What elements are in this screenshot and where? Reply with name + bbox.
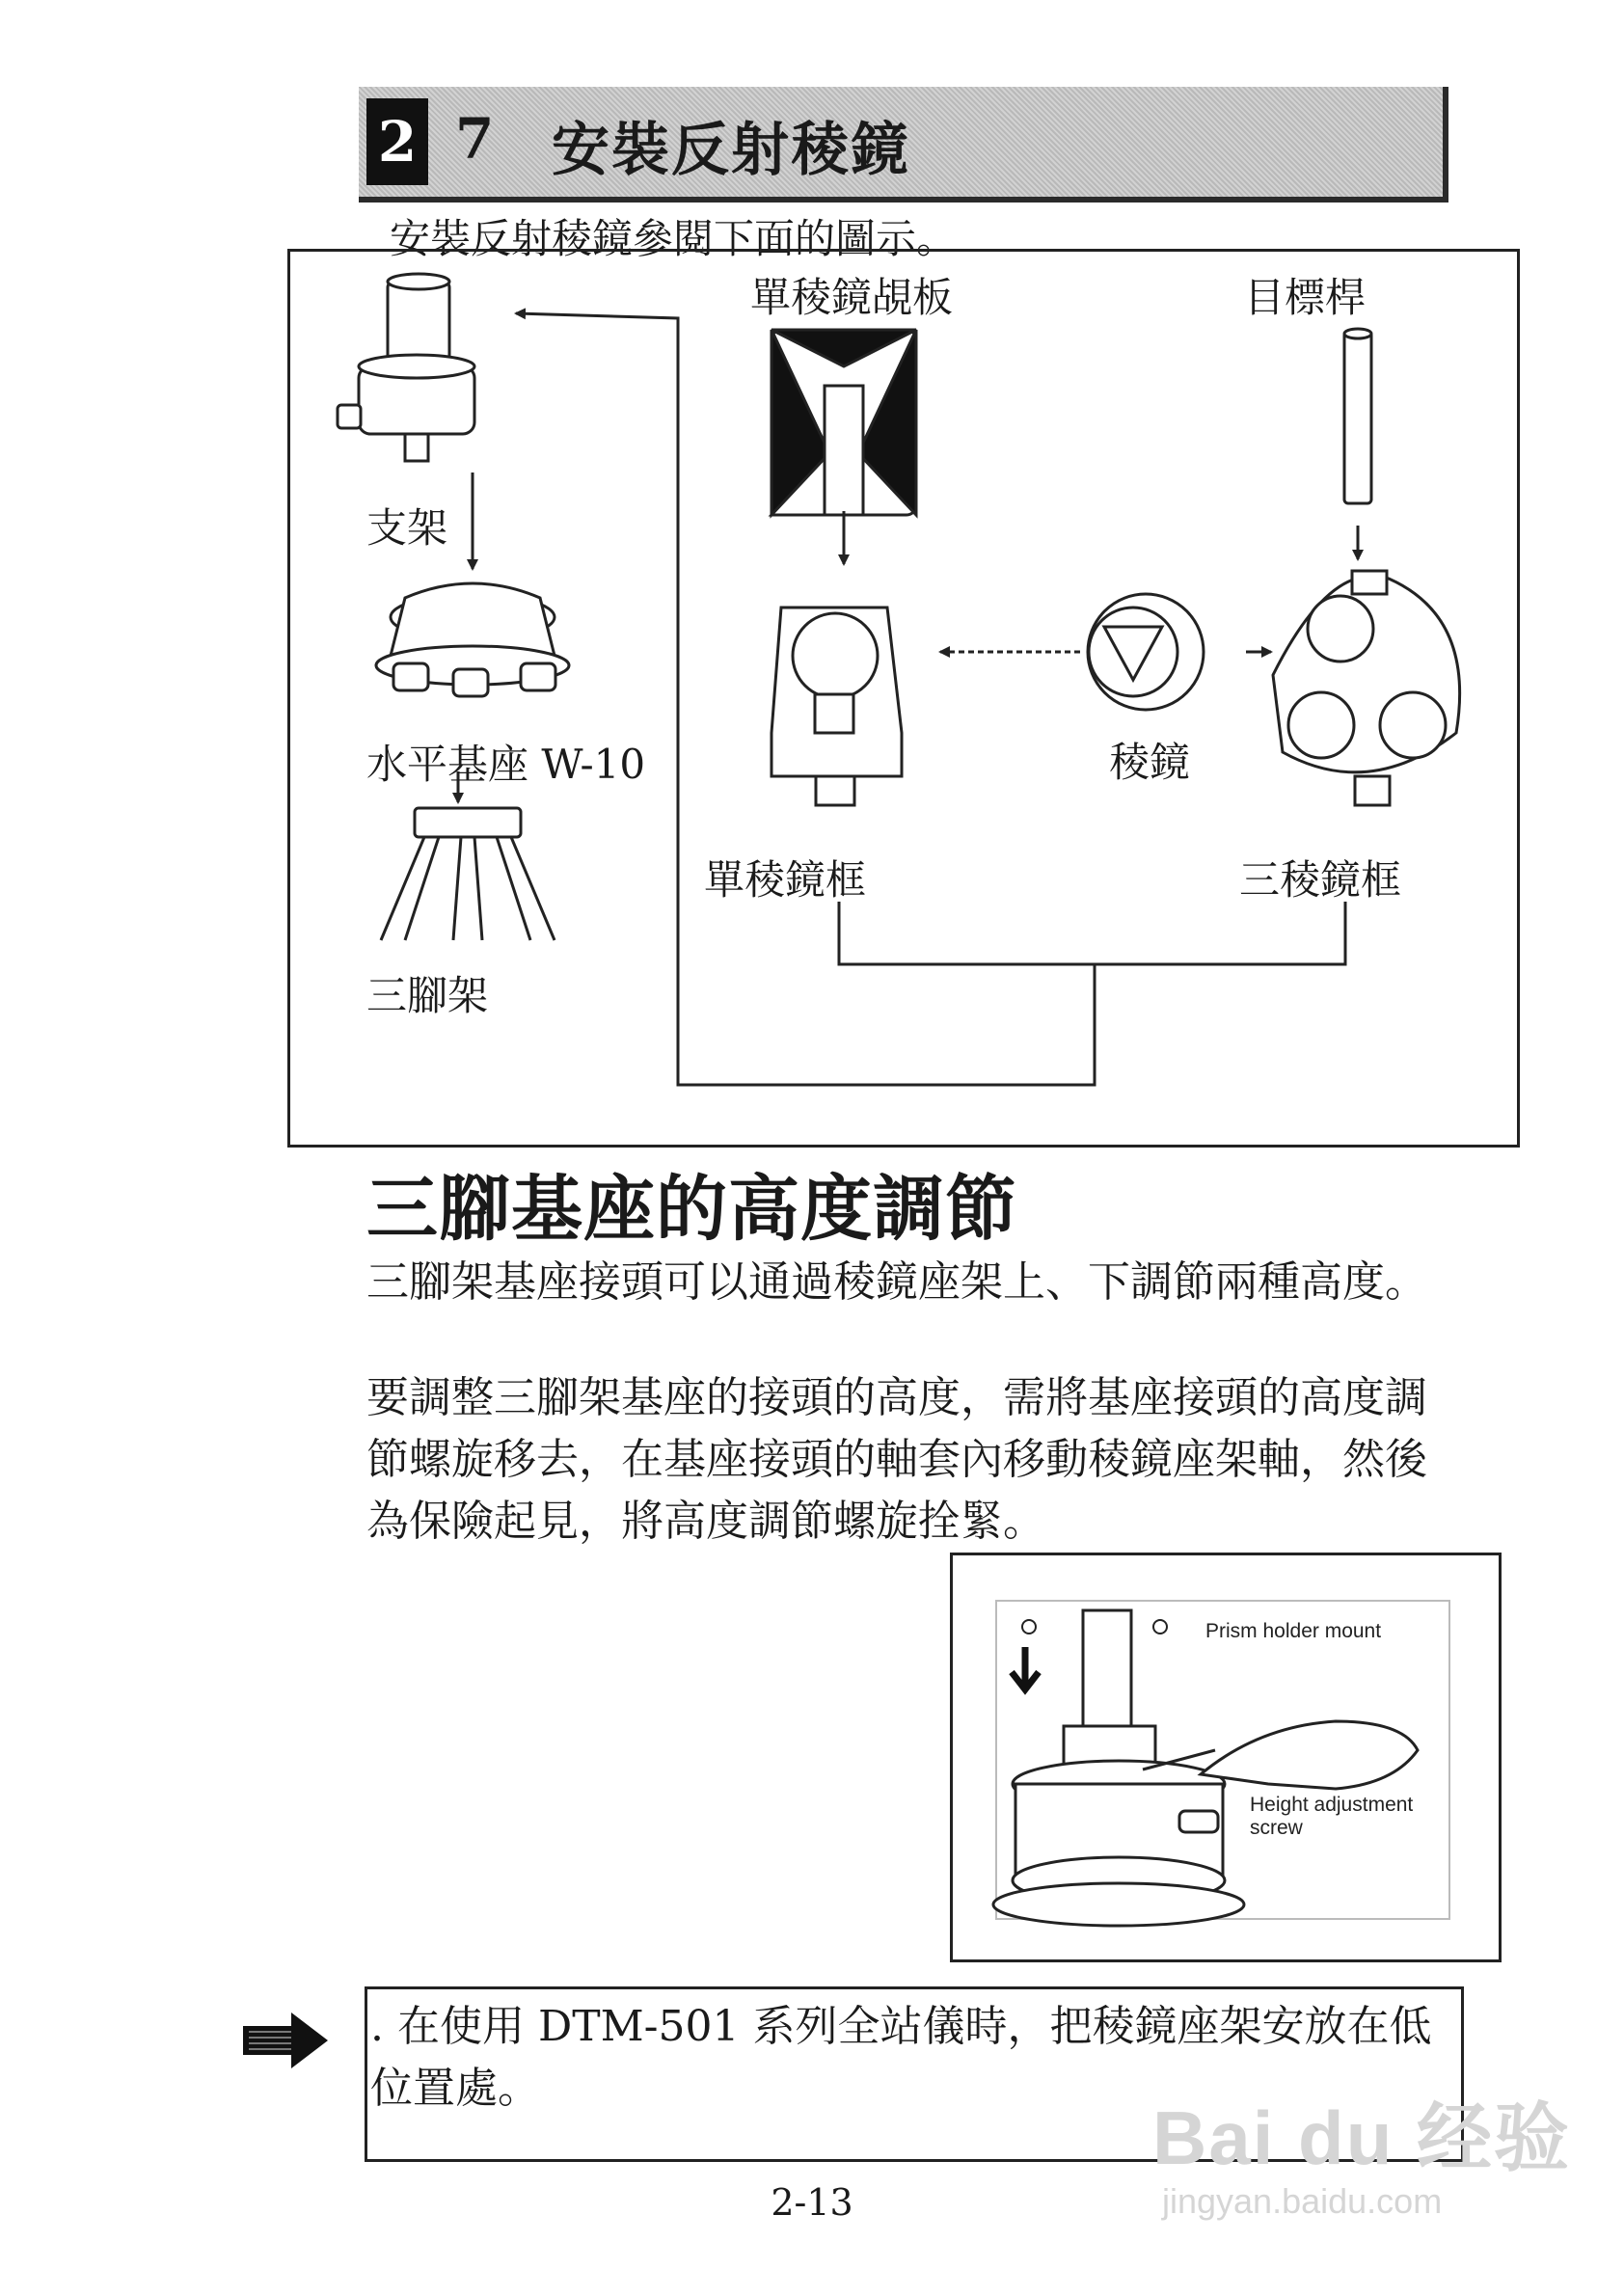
prism-target-plate-drawing [771,330,916,515]
note-text: . 在使用 DTM-501 系列全站儀時，把稜鏡座架安放在低位置處。 [370,2002,1432,2113]
label-bracket: 支架 [366,504,448,552]
caption-prism-holder-mount: Prism holder mount [1205,1620,1382,1642]
target-pole-drawing [1344,329,1371,503]
label-tribrach: 水平基座 W-10 [366,741,646,788]
section-number: 7 [455,106,495,172]
watermark-brand: Bai du 经验 [1152,2095,1572,2180]
section-title: 安裝反射稜鏡 [552,117,910,184]
tribrach-drawing [376,583,569,696]
watermark-url: jingyan.baidu.com [1162,2181,1443,2221]
page-number: 2-13 [771,2181,853,2224]
chapter-number: 2 [366,98,428,185]
label-target-pole: 目標桿 [1244,274,1367,321]
bracket-drawing [338,274,474,461]
label-triple-holder: 三稜鏡框 [1239,856,1402,904]
tripod-drawing [381,808,555,940]
note-arrow-icon [241,2011,330,2070]
paragraph-2: 要調整三腳架基座的接頭的高度，需將基座接頭的高度調節螺旋移去，在基座接頭的軸套內移動稜鏡座架軸，然後為保險起見，將高度調節螺旋拴緊。 [366,1373,1427,1546]
label-prism: 稜鏡 [1109,739,1191,786]
label-tripod: 三腳架 [366,972,489,1019]
label-single-holder: 單稜鏡框 [704,856,867,904]
intro-text: 安裝反射稜鏡參閱下面的圖示。 [390,215,958,262]
prism-drawing [1088,594,1204,710]
caption-height-adjustment: Height adjustment [1250,1794,1414,1816]
subsection-heading: 三腳基座的高度調節 [366,1168,1017,1251]
paragraph-1: 三腳架基座接頭可以通過稜鏡座架上、下調節兩種高度。 [366,1257,1427,1307]
single-prism-holder-drawing [771,608,902,805]
triple-prism-holder-drawing [1273,571,1460,805]
label-prism-target: 單稜鏡覘板 [750,274,954,321]
caption-screw: screw [1250,1817,1303,1839]
height-adjust-illustration [950,1553,1502,1962]
